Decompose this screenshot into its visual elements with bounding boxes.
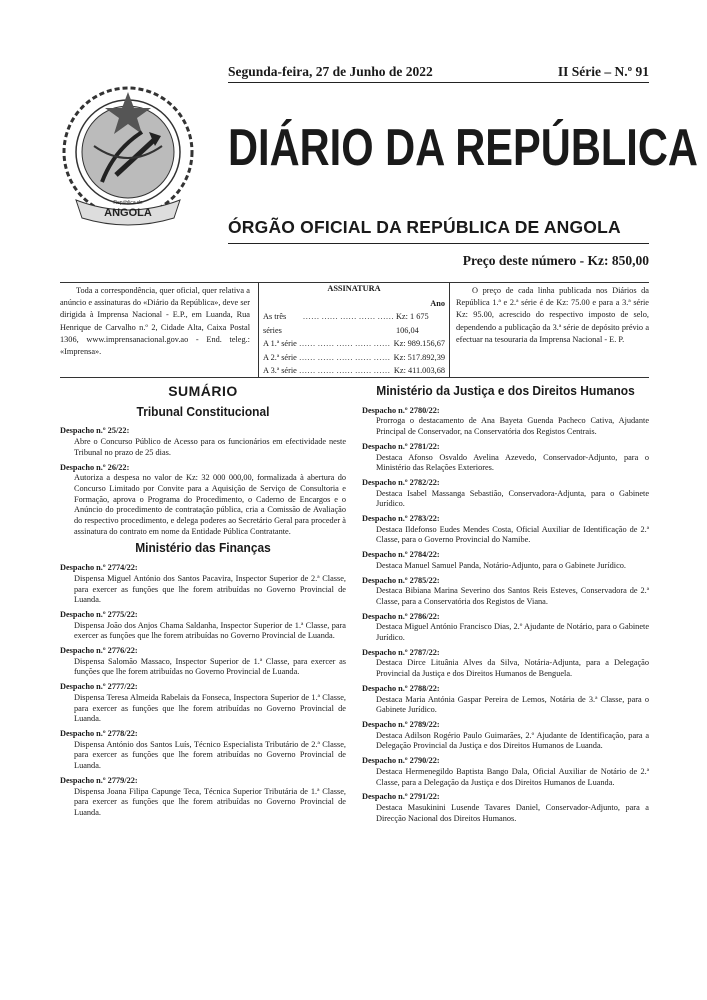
despacho-summary: Destaca Dirce Lituânia Alves da Silva, Notária-Adjunta, para a Delegação Provincial da Justiça e dos Direitos Humanos de Benguela. — [376, 658, 649, 679]
subscription-price: Kz: 411.003,68 — [393, 366, 445, 375]
despacho-number: Despacho n.º 2786/22: — [362, 611, 440, 621]
despacho-summary: Dispensa António dos Santos Luís, Técnico Especialista Tributário de 2.ª Classe, para exercer as funções que lhe forem atribuídas no Governo Provincial de Luanda. — [74, 739, 346, 771]
despacho-summary: Dispensa Joana Filipa Capunge Teca, Técnica Superior Tributária de 1.ª Classe, para exercer as funções que lhe forem atribuídas no Governo Provincial de Luanda. — [74, 786, 346, 817]
despacho-number: Despacho n.º 2790/22: — [362, 756, 440, 766]
despacho-summary: Destaca Isabel Massanga Sebastião, Conservadora-Adjunta, para o Gabinete Jurídico. — [376, 488, 649, 509]
despacho-summary: Destaca Afonso Osvaldo Avelina Azevedo, Conservador-Adjunto, para o Ministério das Relações Exteriores. — [376, 452, 649, 473]
subscription-row — [259, 337, 449, 351]
despacho-number: Despacho n.º 2785/22: — [362, 575, 440, 585]
summary-title: SUMÁRIO — [168, 383, 238, 399]
despacho-entry — [362, 406, 649, 438]
despacho-entry — [362, 756, 649, 788]
issue-price: Preço deste número - Kz: 850,00 — [462, 253, 649, 268]
despacho-number: Despacho n.º 2779/22: — [60, 775, 138, 785]
despacho-entry — [362, 648, 649, 680]
subscription-price: Kz: 989.156,67 — [393, 339, 445, 348]
despacho-summary: Autoriza a despesa no valor de Kz: 32 000 000,00, formalizada à abertura do Concurso Limitado por Convite para a Aquisição de Serviço de Consultoria e Formação, aprova o Programa do Procedimento, o Caderno de Encargos e o Anúncio do procedimento de contratação pública, cria a Comissão de Avaliação do respectivo procedimento, e delega poderes ao Secretário Geral para proceder à assinatura do contrato em nome da Entidade Pública Contratante. — [74, 473, 346, 536]
ministry-heading: Ministério das Finanças — [135, 540, 271, 556]
angola-coat-of-arms-icon — [54, 70, 202, 240]
journal-subtitle: ÓRGÃO OFICIAL DA REPÚBLICA DE ANGOLA — [228, 217, 621, 237]
svg-text:ANGOLA: ANGOLA — [104, 207, 152, 219]
despacho-entry — [60, 426, 346, 458]
summary-left-column — [60, 383, 346, 823]
despacho-number: Despacho n.º 2778/22: — [60, 728, 138, 738]
despacho-entry — [60, 682, 346, 725]
despacho-entry — [60, 729, 346, 772]
despacho-number: Despacho n.º 2787/22: — [362, 647, 440, 657]
subscription-label: A 2.ª série — [263, 352, 297, 362]
despacho-number: Despacho n.º 2781/22: — [362, 441, 440, 451]
header-rule — [228, 82, 649, 83]
despacho-number: Despacho n.º 2789/22: — [362, 719, 440, 729]
issue-series-number: II Série – N.º 91 — [557, 64, 649, 79]
subscription-label: As três séries — [263, 312, 287, 335]
despacho-number: Despacho n.º 2780/22: — [362, 405, 440, 415]
journal-title: DIÁRIO DA REPÚBLICA — [228, 119, 698, 177]
despacho-summary: Dispensa Salomão Massaco, Inspector Superior de 1.ª Classe, para exercer as funções que lhe forem atribuídas no Governo Provincial de Luanda. — [74, 656, 346, 677]
despacho-summary: Destaca Masukinini Lusende Tavares Daniel, Conservador-Adjunto, para a Direcção Nacional dos Direitos Humanos. — [376, 802, 649, 823]
despacho-number: Despacho n.º 2774/22: — [60, 563, 138, 573]
despacho-entry — [362, 612, 649, 644]
subscription-row — [259, 310, 449, 337]
pricing-note: O preço de cada linha publicada nos Diários da República 1.ª e 2.ª série é de Kz: 75.00 e para a 3.ª série Kz: 95.00, acrescido do respectivo imposto de selo, dependendo a publicação da 3.ª série de depósito prévio a efectuar na tesouraria da Imprensa Nacional - E. P. — [456, 286, 649, 344]
despacho-summary: Destaca Bibiana Marina Severino dos Santos Reis Esteves, Conservadora de 2.ª Classe, para a Conservatória dos Registos de Viana. — [376, 586, 649, 606]
subscription-label: A 3.ª série — [263, 366, 297, 375]
despacho-number: Despacho n.º 25/22: — [60, 426, 130, 436]
despacho-summary: Destaca Adilson Rogério Paulo Guimarães, 2.º Ajudante de Identificação, para a Delegação Provincial da Justiça e dos Direitos Humanos de Luanda. — [376, 730, 649, 751]
despacho-summary: Destaca Maria Antónia Gaspar Pereira de Lemos, Notária de 3.ª Classe, para o Gabinete Jurídico. — [376, 694, 649, 715]
despacho-summary: Abre o Concurso Público de Acesso para os funcionários em efectividade neste Tribunal no prazo de 25 dias. — [74, 437, 346, 457]
despacho-summary: Dispensa Teresa Almeida Rabelais da Fonseca, Inspectora Superior de 1.ª Classe, para exercer as funções que lhe forem atribuídas no Governo Provincial de Luanda. — [74, 692, 346, 724]
svg-text:República de: República de — [113, 200, 143, 206]
despacho-entry — [362, 514, 649, 546]
subscription-table — [258, 283, 450, 377]
despacho-entry — [60, 776, 346, 819]
despacho-number: Despacho n.º 2784/22: — [362, 550, 440, 560]
despacho-number: Despacho n.º 2776/22: — [60, 646, 138, 656]
despacho-entry — [60, 646, 346, 678]
correspondence-note: Toda a correspondência, quer oficial, quer relativa a anúncio e assinaturas do «Diário da República», deve ser dirigida à Imprensa Nacional - E.P., em Luanda, Rua Henrique de Carvalho n.º 2, Cidade Alta, Caixa Postal 1306, www.imprensanacional.gov.ao - End. teleg.: «Imprensa». — [60, 286, 250, 357]
issue-date: Segunda-feira, 27 de Junho de 2022 — [228, 64, 433, 79]
despacho-entry — [60, 610, 346, 642]
despacho-summary: Dispensa João dos Anjos Chama Saldanha, Inspector Superior de 1.ª Classe, para exercer as funções que lhe forem atribuídas no Governo Provincial de Luanda. — [74, 620, 346, 641]
despacho-number: Despacho n.º 2775/22: — [60, 609, 138, 619]
ministry-heading: Ministério da Justiça e dos Direitos Humanos — [376, 383, 635, 398]
despacho-summary: Destaca Miguel António Francisco Dias, 2.º Ajudante de Notário, para o Gabinete Jurídico. — [376, 622, 649, 643]
subscription-label: A 1.ª série — [263, 339, 297, 348]
despacho-entry — [60, 563, 346, 606]
subscription-year-label: Ano — [430, 299, 445, 308]
despacho-number: Despacho n.º 26/22: — [60, 462, 130, 472]
despacho-entry — [362, 550, 649, 571]
despacho-entry — [362, 684, 649, 716]
subscription-price: Kz: 1 675 106,04 — [395, 312, 429, 335]
info-box — [60, 282, 649, 378]
ministry-heading: Tribunal Constitucional — [136, 403, 270, 419]
despacho-summary: Destaca Ildefonso Eudes Mendes Costa, Oficial Auxiliar de Identificação de 2.ª Classe, para o Governo Provincial do Namibe. — [376, 524, 649, 545]
despacho-entry — [362, 720, 649, 752]
despacho-summary: Prorroga o destacamento de Ana Bayeta Guenda Pacheco Cativa, Ajudante Principal de Conservador, na Conservatória dos Registos Centrais. — [376, 416, 649, 437]
despacho-summary: Destaca Hermenegildo Baptista Bango Dala, Oficial Auxiliar de Notário de 2.ª Classe, para a Delegação da Justiça e dos Direitos Humanos de Luanda. — [376, 766, 649, 787]
summary-right-column — [362, 383, 649, 828]
subscription-title: ASSINATURA — [327, 284, 381, 293]
despacho-summary: Dispensa Miguel António dos Santos Pacavira, Inspector Superior de 2.ª Classe, para exercer as funções que lhe forem atribuídas no Governo Provincial de Luanda. — [74, 573, 346, 605]
despacho-entry — [362, 576, 649, 608]
subscription-dots: …… …… …… …… …… — [302, 312, 394, 321]
subscription-row — [259, 351, 449, 365]
despacho-number: Despacho n.º 2777/22: — [60, 682, 138, 692]
subtitle-rule — [228, 243, 649, 244]
despacho-number: Despacho n.º 2783/22: — [362, 514, 440, 524]
subscription-dots: …… …… …… …… …… — [298, 366, 391, 375]
despacho-entry — [60, 463, 346, 538]
despacho-number: Despacho n.º 2788/22: — [362, 683, 440, 693]
despacho-entry — [362, 792, 649, 824]
subscription-price: Kz: 517.892,39 — [393, 352, 445, 362]
subscription-row — [259, 364, 449, 378]
subscription-dots: …… …… …… …… …… — [298, 339, 391, 348]
despacho-number: Despacho n.º 2782/22: — [362, 477, 440, 487]
despacho-number: Despacho n.º 2791/22: — [362, 792, 440, 802]
despacho-entry — [362, 442, 649, 474]
despacho-entry — [362, 478, 649, 510]
subscription-dots: …… …… …… …… …… — [298, 352, 391, 362]
despacho-summary: Destaca Manuel Samuel Panda, Notário-Adjunto, para o Gabinete Jurídico. — [376, 560, 626, 570]
